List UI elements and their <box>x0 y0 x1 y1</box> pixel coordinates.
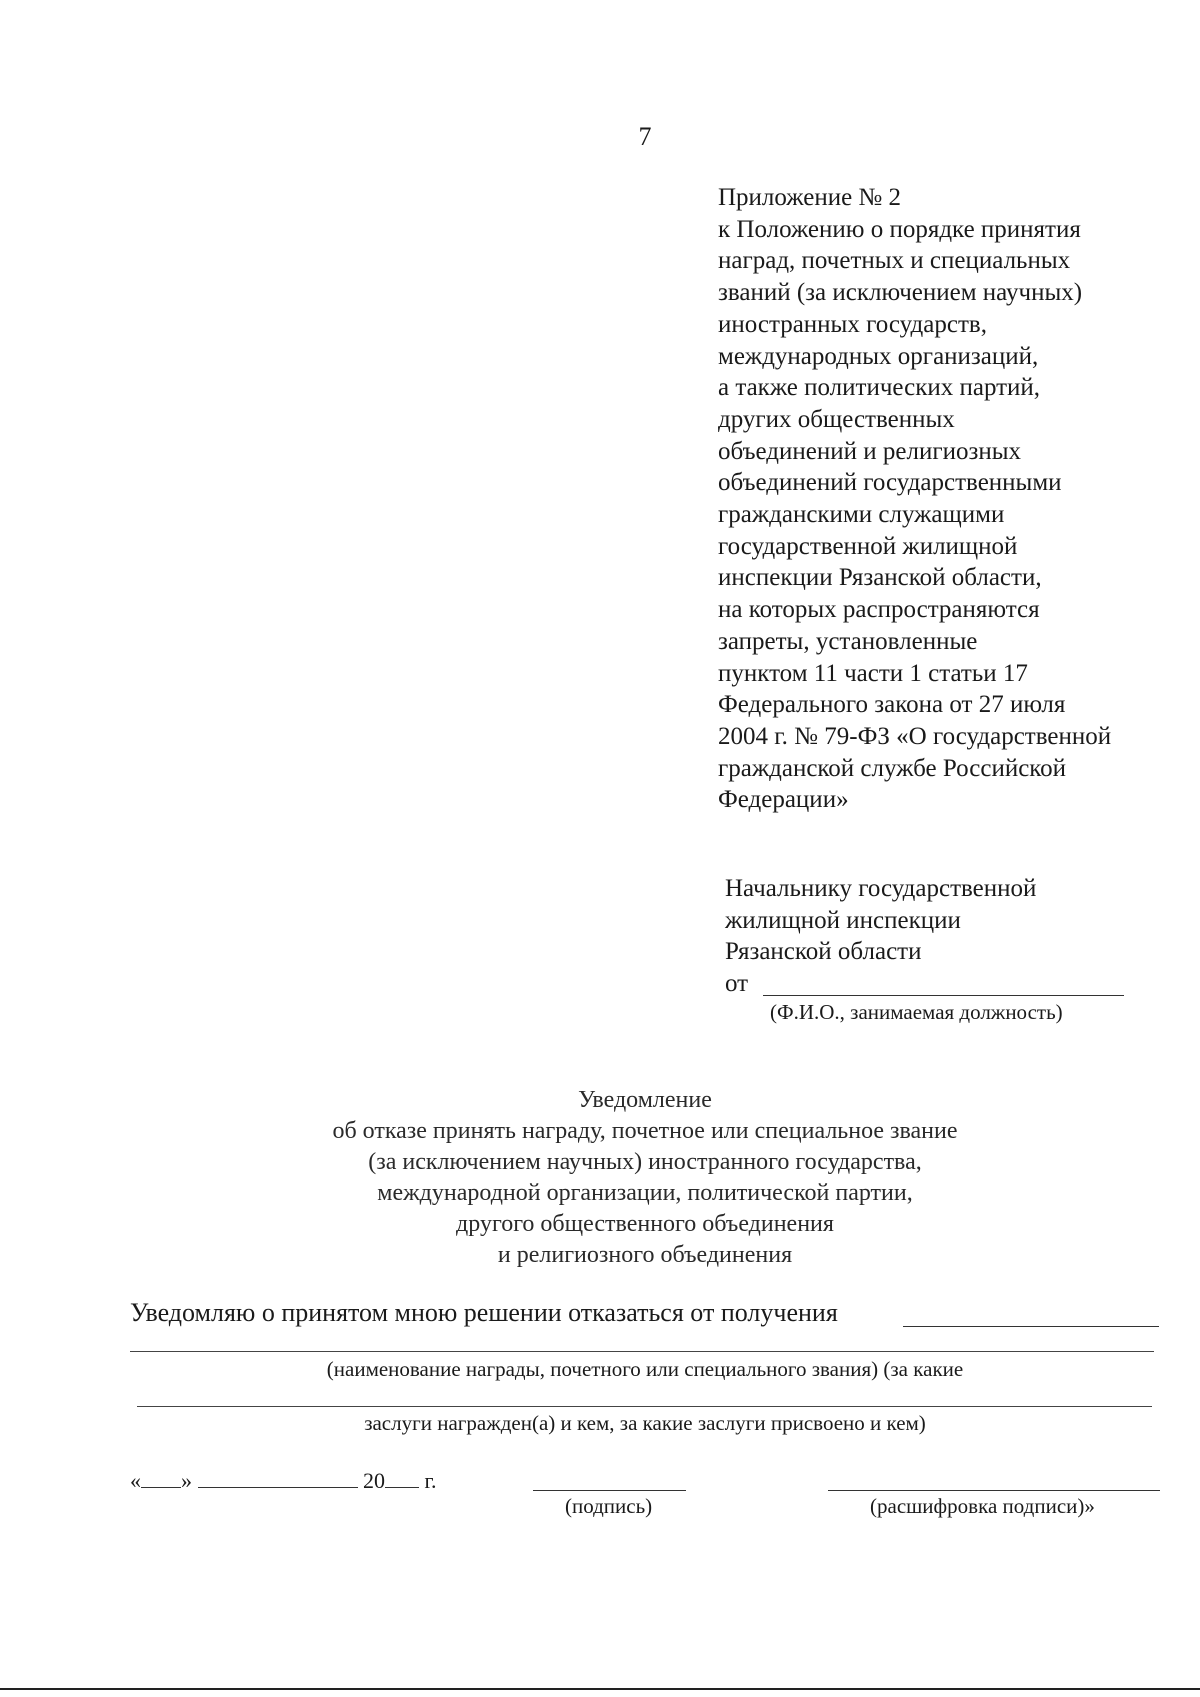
date-row <box>130 1465 437 1494</box>
signature-caption: (подпись) <box>565 1494 653 1518</box>
notice-title-line: об отказе принять награду, почетное или специальное звание <box>332 1118 958 1144</box>
appendix-block <box>718 182 1188 816</box>
notice-title-line: Уведомление <box>578 1087 712 1113</box>
appendix-line: инспекции Рязанской области, <box>718 564 1042 592</box>
appendix-line: пунктом 11 части 1 статьи 17 <box>718 659 1028 687</box>
signature-fill-line[interactable] <box>533 1490 686 1491</box>
statement-fill-line[interactable] <box>903 1326 1159 1327</box>
appendix-line: гражданской службе Российской <box>718 754 1067 782</box>
page-bottom-rule <box>0 1688 1200 1690</box>
appendix-line: государственной жилищной <box>718 532 1018 560</box>
appendix-line: объединений государственными <box>718 469 1062 497</box>
appendix-line: к Положению о порядке принятия <box>718 215 1081 243</box>
page-number: 7 <box>638 122 652 151</box>
appendix-line: на которых распространяются <box>718 596 1040 624</box>
addressee-line: Начальнику государственной <box>725 875 1037 902</box>
appendix-line: наград, почетных и специальных <box>718 247 1071 275</box>
appendix-line: 2004 г. № 79-ФЗ «О государственной <box>718 722 1112 750</box>
appendix-line: гражданскими служащими <box>718 501 1005 529</box>
appendix-line: званий (за исключением научных) <box>718 279 1083 307</box>
month-fill-line[interactable] <box>198 1465 358 1488</box>
statement-text: Уведомляю о принятом мною решении отказаться от получения <box>130 1298 838 1327</box>
merits-caption: заслуги награжден(а) и кем, за какие заслуги присвоено и кем) <box>364 1411 926 1435</box>
appendix-line: Приложение № 2 <box>718 184 902 211</box>
appendix-line: иностранных государств, <box>718 310 987 338</box>
appendix-line: Федерального закона от 27 июля <box>718 691 1066 719</box>
from-caption: (Ф.И.О., занимаемая должность) <box>770 1000 1063 1024</box>
appendix-line: запреты, установленные <box>718 627 978 655</box>
notice-title <box>0 1085 1200 1271</box>
merits-fill-line[interactable] <box>137 1406 1152 1407</box>
notice-title-line: (за исключением научных) иностранного государства, <box>368 1149 922 1175</box>
appendix-line: Федерации» <box>718 786 849 814</box>
addressee-line: жилищной инспекции <box>725 906 961 934</box>
year-suffix: г. <box>424 1468 437 1493</box>
award-name-caption: (наименование награды, почетного или специального звания) (за какие <box>326 1357 964 1381</box>
year-fill-line[interactable] <box>385 1465 419 1488</box>
notice-title-line: другого общественного объединения <box>456 1211 834 1237</box>
signature-decode-caption: (расшифровка подписи)» <box>870 1494 1095 1518</box>
appendix-line: объединений и религиозных <box>718 437 1022 465</box>
year-prefix: 20 <box>363 1468 385 1493</box>
appendix-line: других общественных <box>718 405 955 433</box>
appendix-line: международных организаций, <box>718 342 1039 370</box>
signature-decode-fill-line[interactable] <box>828 1490 1160 1491</box>
quote-close: » <box>181 1468 192 1493</box>
from-fill-line[interactable] <box>763 968 1124 996</box>
day-fill-line[interactable] <box>141 1465 181 1488</box>
quote-open: « <box>130 1468 141 1493</box>
addressee-block <box>725 873 1175 999</box>
award-name-fill-line[interactable] <box>130 1351 1154 1352</box>
from-row <box>725 968 1175 1000</box>
from-label: от <box>725 969 749 997</box>
appendix-line: а также политических партий, <box>718 374 1041 402</box>
notice-title-line: и религиозного объединения <box>497 1242 793 1268</box>
notice-title-line: международной организации, политической партии, <box>377 1180 913 1206</box>
addressee-line: Рязанской области <box>725 938 922 965</box>
